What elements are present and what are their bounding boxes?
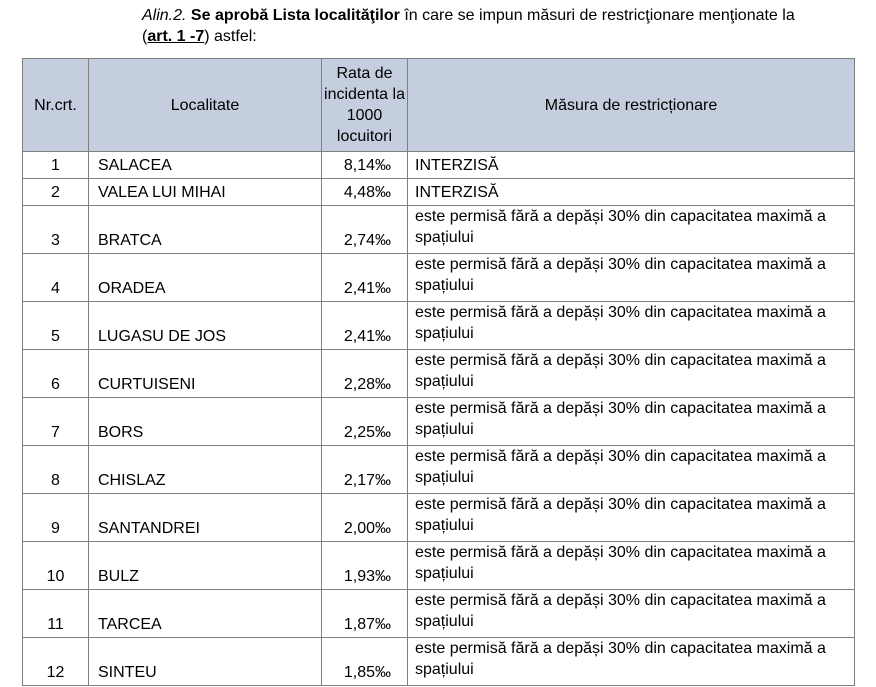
table-row — [23, 179, 855, 206]
row-localitate: BRATCA — [89, 206, 322, 254]
table-row — [23, 206, 855, 254]
row-masura: este permisă fără a depăși 30% din capacitatea maximă a spațiului — [408, 206, 855, 254]
intro-paren-open: ( — [142, 28, 148, 45]
row-localitate: SINTEU — [89, 638, 322, 686]
row-rata: 1,85‰ — [322, 638, 408, 686]
table-row — [23, 494, 855, 542]
row-rata: 4,48‰ — [322, 179, 408, 206]
row-masura: INTERZISĂ — [408, 152, 855, 179]
row-number: 6 — [23, 350, 89, 398]
row-masura: este permisă fără a depăși 30% din capacitatea maximă a spațiului — [408, 638, 855, 686]
row-localitate: SALACEA — [89, 152, 322, 179]
table-row — [23, 638, 855, 686]
paragraph-number: Alin.2. — [142, 7, 187, 24]
row-localitate: SANTANDREI — [89, 494, 322, 542]
row-masura: este permisă fără a depăși 30% din capacitatea maximă a spațiului — [408, 350, 855, 398]
intro-paragraph — [142, 5, 842, 47]
row-number: 2 — [23, 179, 89, 206]
table-row — [23, 590, 855, 638]
row-number: 1 — [23, 152, 89, 179]
article-reference-link[interactable]: art. 1 -7 — [147, 28, 205, 45]
row-localitate: BORS — [89, 398, 322, 446]
row-number: 5 — [23, 302, 89, 350]
row-masura: INTERZISĂ — [408, 179, 855, 206]
row-rata: 2,17‰ — [322, 446, 408, 494]
row-rata: 2,41‰ — [322, 302, 408, 350]
row-rata: 2,28‰ — [322, 350, 408, 398]
row-localitate: TARCEA — [89, 590, 322, 638]
table-row — [23, 254, 855, 302]
intro-text: în care se impun măsuri de restricţionare menţionate la — [399, 7, 795, 24]
row-rata: 2,25‰ — [322, 398, 408, 446]
row-number: 9 — [23, 494, 89, 542]
row-masura: este permisă fără a depăși 30% din capacitatea maximă a spațiului — [408, 590, 855, 638]
header-rata: Rata de incidenta la 1000 locuitori — [322, 59, 408, 152]
row-number: 8 — [23, 446, 89, 494]
table-row — [23, 446, 855, 494]
row-masura: este permisă fără a depăși 30% din capacitatea maximă a spațiului — [408, 446, 855, 494]
row-masura: este permisă fără a depăși 30% din capacitatea maximă a spațiului — [408, 254, 855, 302]
header-localitate: Localitate — [89, 59, 322, 152]
row-rata: 2,00‰ — [322, 494, 408, 542]
table-header-row — [23, 59, 855, 152]
localities-table — [22, 58, 855, 686]
table-row — [23, 152, 855, 179]
row-number: 12 — [23, 638, 89, 686]
row-rata: 1,87‰ — [322, 590, 408, 638]
row-localitate: BULZ — [89, 542, 322, 590]
intro-text-end: ) astfel: — [204, 28, 257, 45]
row-localitate: CURTUISENI — [89, 350, 322, 398]
row-rata: 1,93‰ — [322, 542, 408, 590]
row-number: 7 — [23, 398, 89, 446]
table-row — [23, 398, 855, 446]
row-number: 10 — [23, 542, 89, 590]
row-masura: este permisă fără a depăși 30% din capacitatea maximă a spațiului — [408, 542, 855, 590]
row-localitate: VALEA LUI MIHAI — [89, 179, 322, 206]
row-rata: 2,74‰ — [322, 206, 408, 254]
table-row — [23, 542, 855, 590]
row-number: 11 — [23, 590, 89, 638]
header-masura: Măsura de restricționare — [408, 59, 855, 152]
intro-bold-text: Se aprobă Lista localităţilor — [190, 7, 400, 24]
row-masura: este permisă fără a depăși 30% din capacitatea maximă a spațiului — [408, 302, 855, 350]
row-rata: 2,41‰ — [322, 254, 408, 302]
table-row — [23, 350, 855, 398]
table-row — [23, 302, 855, 350]
row-localitate: LUGASU DE JOS — [89, 302, 322, 350]
row-number: 4 — [23, 254, 89, 302]
row-localitate: CHISLAZ — [89, 446, 322, 494]
header-nr: Nr.crt. — [23, 59, 89, 152]
row-localitate: ORADEA — [89, 254, 322, 302]
row-rata: 8,14‰ — [322, 152, 408, 179]
row-masura: este permisă fără a depăși 30% din capacitatea maximă a spațiului — [408, 494, 855, 542]
row-masura: este permisă fără a depăși 30% din capacitatea maximă a spațiului — [408, 398, 855, 446]
row-number: 3 — [23, 206, 89, 254]
